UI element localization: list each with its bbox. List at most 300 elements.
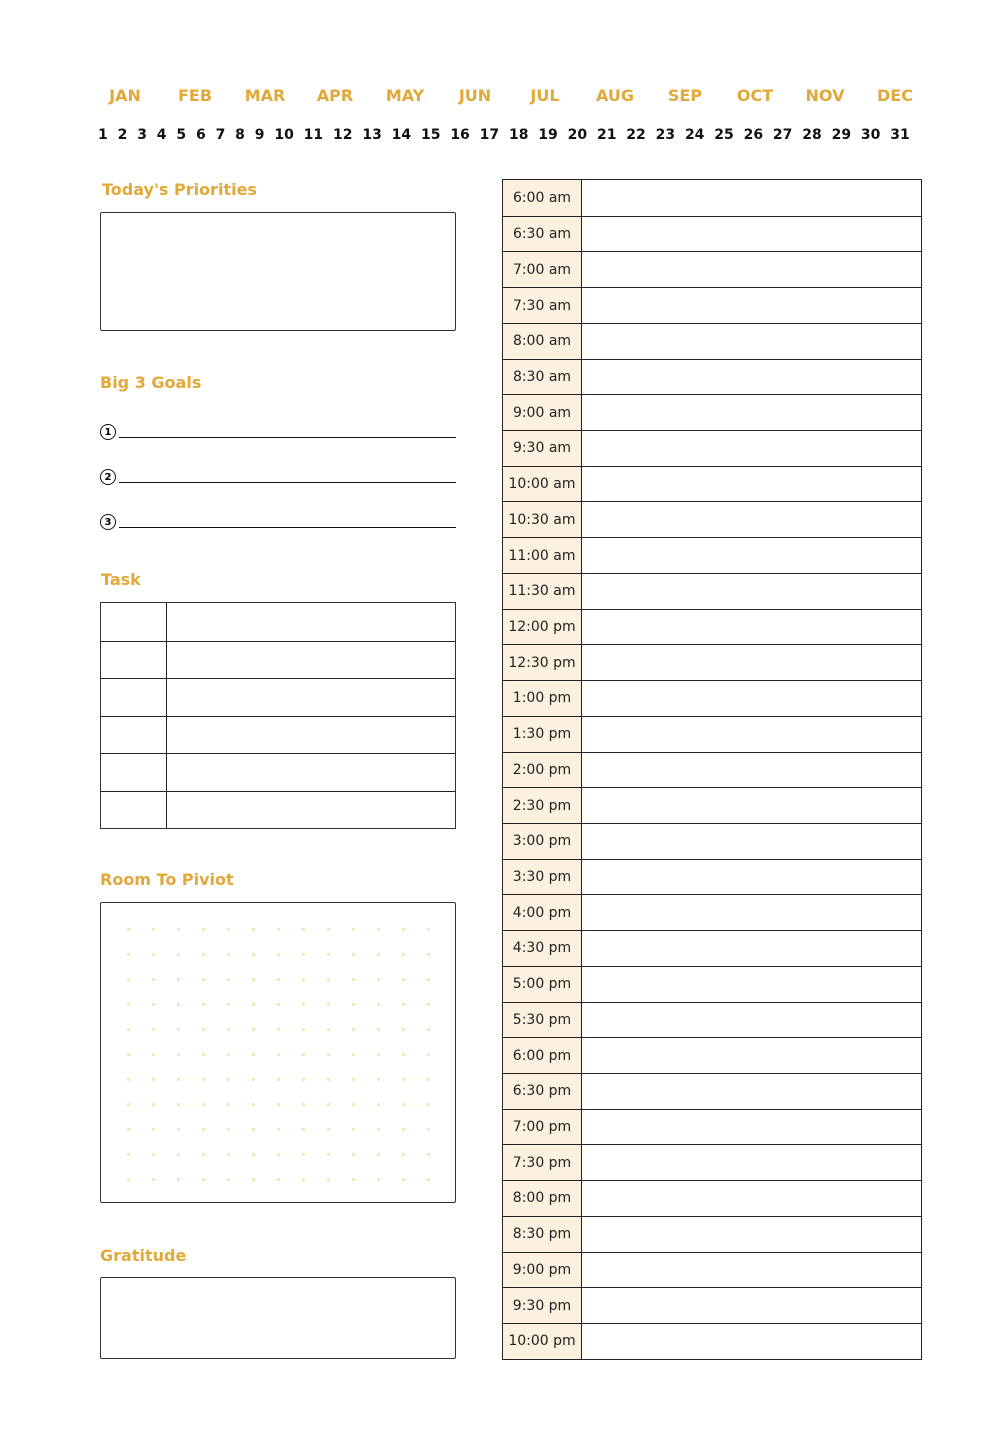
task-checkbox-cell[interactable] <box>101 679 167 716</box>
grid-dot <box>402 953 405 956</box>
grid-dot <box>427 1128 430 1131</box>
schedule-row <box>503 323 921 359</box>
grid-dot <box>377 1153 380 1156</box>
schedule-entry-cell[interactable] <box>582 1217 921 1252</box>
grid-dot <box>402 1178 405 1181</box>
grid-dot <box>402 1078 405 1081</box>
grid-dot <box>302 1003 305 1006</box>
grid-dot <box>402 1153 405 1156</box>
dot-grid <box>127 928 437 1188</box>
grid-dot <box>252 1178 255 1181</box>
time-label: 9:00 am <box>503 395 582 430</box>
grid-dot <box>277 1078 280 1081</box>
grid-dot <box>327 1053 330 1056</box>
task-checkbox-cell[interactable] <box>101 754 167 791</box>
grid-dot <box>202 1128 205 1131</box>
task-row <box>101 791 455 829</box>
grid-dot <box>302 1103 305 1106</box>
day-9[interactable]: 9 <box>254 127 265 143</box>
grid-dot <box>127 928 130 931</box>
schedule-entry-cell[interactable] <box>582 681 921 716</box>
day-4[interactable]: 4 <box>156 127 167 143</box>
time-label: 12:30 pm <box>503 645 582 680</box>
grid-dot <box>327 1153 330 1156</box>
grid-dot <box>152 1078 155 1081</box>
grid-dot <box>327 953 330 956</box>
goals-heading: Big 3 Goals <box>100 373 202 392</box>
day-23[interactable]: 23 <box>655 127 676 143</box>
grid-dot <box>277 1028 280 1031</box>
time-label: 7:00 pm <box>503 1110 582 1145</box>
schedule-entry-cell[interactable] <box>582 645 921 680</box>
schedule-entry-cell[interactable] <box>582 324 921 359</box>
grid-dot <box>377 1178 380 1181</box>
grid-dot <box>252 1078 255 1081</box>
task-heading: Task <box>101 570 141 589</box>
time-label: 3:00 pm <box>503 824 582 859</box>
goal-number-badge: 1 <box>100 424 116 440</box>
grid-dot <box>352 1028 355 1031</box>
time-label: 1:30 pm <box>503 717 582 752</box>
schedule-entry-cell[interactable] <box>582 1074 921 1109</box>
grid-dot <box>152 1053 155 1056</box>
time-label: 10:30 am <box>503 502 582 537</box>
schedule-row <box>503 644 921 680</box>
day-19[interactable]: 19 <box>538 127 558 143</box>
grid-dot <box>252 1103 255 1106</box>
schedule-entry-cell[interactable] <box>582 1288 921 1323</box>
time-label: 8:00 am <box>503 324 582 359</box>
schedule-row <box>503 394 921 430</box>
day-1[interactable]: 1 <box>98 127 108 143</box>
schedule-row <box>503 1109 921 1145</box>
time-label: 6:00 pm <box>503 1038 582 1073</box>
schedule-entry-cell[interactable] <box>582 610 921 645</box>
pivot-heading: Room To Piviot <box>100 870 234 889</box>
schedule-entry-cell[interactable] <box>582 1181 921 1216</box>
grid-dot <box>152 978 155 981</box>
day-31[interactable]: 31 <box>890 127 910 143</box>
schedule-row <box>503 1073 921 1109</box>
grid-dot <box>202 978 205 981</box>
grid-dot <box>402 1028 405 1031</box>
task-checkbox-cell[interactable] <box>101 603 167 641</box>
grid-dot <box>252 928 255 931</box>
grid-dot <box>302 1128 305 1131</box>
grid-dot <box>427 1178 430 1181</box>
grid-dot <box>402 978 405 981</box>
time-label: 7:30 am <box>503 288 582 323</box>
schedule-row <box>503 430 921 466</box>
grid-dot <box>427 928 430 931</box>
time-label: 10:00 pm <box>503 1324 582 1359</box>
time-label: 5:00 pm <box>503 967 582 1002</box>
grid-dot <box>177 1103 180 1106</box>
time-label: 8:30 pm <box>503 1217 582 1252</box>
day-28[interactable]: 28 <box>802 127 822 143</box>
grid-dot <box>127 1103 130 1106</box>
grid-dot <box>277 1153 280 1156</box>
grid-dot <box>352 1103 355 1106</box>
month-feb[interactable]: FEB <box>177 86 213 105</box>
day-6[interactable]: 6 <box>195 127 206 143</box>
grid-dot <box>402 1053 405 1056</box>
schedule-row <box>503 180 921 216</box>
task-row <box>101 753 455 791</box>
month-aug[interactable]: AUG <box>595 86 634 105</box>
schedule-row <box>503 894 921 930</box>
grid-dot <box>377 1103 380 1106</box>
goal-number-badge: 2 <box>100 469 116 485</box>
grid-dot <box>427 1153 430 1156</box>
grid-dot <box>377 1053 380 1056</box>
grid-dot <box>227 1028 230 1031</box>
schedule-row <box>503 1002 921 1038</box>
grid-dot <box>227 1153 230 1156</box>
grid-dot <box>127 953 130 956</box>
grid-dot <box>177 1053 180 1056</box>
day-25[interactable]: 25 <box>714 127 734 143</box>
grid-dot <box>327 1178 330 1181</box>
grid-dot <box>302 1078 305 1081</box>
schedule-row <box>503 1180 921 1216</box>
grid-dot <box>402 928 405 931</box>
month-selector <box>100 86 920 105</box>
day-27[interactable]: 27 <box>772 127 793 143</box>
grid-dot <box>352 1128 355 1131</box>
day-11[interactable]: 11 <box>303 127 324 143</box>
grid-dot <box>352 953 355 956</box>
grid-dot <box>427 1053 430 1056</box>
day-10[interactable]: 10 <box>274 127 294 143</box>
priorities-heading: Today's Priorities <box>102 180 257 199</box>
grid-dot <box>227 1078 230 1081</box>
grid-dot <box>327 1103 330 1106</box>
grid-dot <box>127 1178 130 1181</box>
grid-dot <box>152 1128 155 1131</box>
time-label: 4:00 pm <box>503 895 582 930</box>
schedule-entry-cell[interactable] <box>582 1003 921 1038</box>
schedule-entry-cell[interactable] <box>582 1110 921 1145</box>
goal-input-line[interactable] <box>119 437 456 438</box>
grid-dot <box>427 1103 430 1106</box>
day-12[interactable]: 12 <box>333 127 353 143</box>
schedule-row <box>503 1287 921 1323</box>
grid-dot <box>202 1028 205 1031</box>
schedule-row <box>503 537 921 573</box>
month-oct[interactable]: OCT <box>736 86 774 105</box>
time-label: 2:00 pm <box>503 753 582 788</box>
grid-dot <box>152 1178 155 1181</box>
grid-dot <box>202 1153 205 1156</box>
day-21[interactable]: 21 <box>596 127 617 143</box>
grid-dot <box>227 1128 230 1131</box>
goal-item <box>100 506 456 528</box>
grid-dot <box>302 1053 305 1056</box>
schedule-row <box>503 752 921 788</box>
schedule-row <box>503 966 921 1002</box>
schedule-entry-cell[interactable] <box>582 217 921 252</box>
grid-dot <box>352 1153 355 1156</box>
grid-dot <box>177 1003 180 1006</box>
schedule-entry-cell[interactable] <box>582 895 921 930</box>
time-label: 4:30 pm <box>503 931 582 966</box>
grid-dot <box>377 1128 380 1131</box>
month-may[interactable]: MAY <box>385 86 425 105</box>
grid-dot <box>202 1103 205 1106</box>
schedule-entry-cell[interactable] <box>582 502 921 537</box>
grid-dot <box>402 1003 405 1006</box>
grid-dot <box>252 978 255 981</box>
schedule-entry-cell[interactable] <box>582 931 921 966</box>
day-17[interactable]: 17 <box>479 127 500 143</box>
schedule-row <box>503 1216 921 1252</box>
goal-number-badge: 3 <box>100 514 116 530</box>
schedule-entry-cell[interactable] <box>582 538 921 573</box>
grid-dot <box>327 1078 330 1081</box>
schedule-entry-cell[interactable] <box>582 1253 921 1288</box>
grid-dot <box>202 1053 205 1056</box>
time-label: 10:00 am <box>503 467 582 502</box>
task-row <box>101 678 455 716</box>
grid-dot <box>327 928 330 931</box>
grid-dot <box>352 1053 355 1056</box>
grid-dot <box>202 1178 205 1181</box>
schedule-entry-cell[interactable] <box>582 360 921 395</box>
schedule-row <box>503 501 921 537</box>
day-5[interactable]: 5 <box>176 127 187 143</box>
grid-dot <box>327 1028 330 1031</box>
grid-dot <box>202 928 205 931</box>
schedule-row <box>503 1037 921 1073</box>
task-checkbox-cell[interactable] <box>101 642 167 679</box>
time-label: 11:30 am <box>503 574 582 609</box>
grid-dot <box>277 1003 280 1006</box>
schedule-entry-cell[interactable] <box>582 431 921 466</box>
month-sep[interactable]: SEP <box>667 86 703 105</box>
grid-dot <box>427 953 430 956</box>
task-checkbox-cell[interactable] <box>101 792 167 829</box>
day-16[interactable]: 16 <box>450 127 470 143</box>
grid-dot <box>377 953 380 956</box>
grid-dot <box>402 1103 405 1106</box>
grid-dot <box>227 978 230 981</box>
grid-dot <box>427 1028 430 1031</box>
grid-dot <box>177 1028 180 1031</box>
schedule-entry-cell[interactable] <box>582 1324 921 1359</box>
grid-dot <box>327 978 330 981</box>
grid-dot <box>402 1128 405 1131</box>
time-label: 12:00 pm <box>503 610 582 645</box>
grid-dot <box>252 1153 255 1156</box>
schedule-entry-cell[interactable] <box>582 717 921 752</box>
schedule-entry-cell[interactable] <box>582 824 921 859</box>
grid-dot <box>252 953 255 956</box>
schedule-row <box>503 859 921 895</box>
schedule-entry-cell[interactable] <box>582 252 921 287</box>
schedule-row <box>503 609 921 645</box>
grid-dot <box>127 1128 130 1131</box>
schedule-row <box>503 823 921 859</box>
grid-dot <box>227 928 230 931</box>
grid-dot <box>302 953 305 956</box>
schedule-entry-cell[interactable] <box>582 467 921 502</box>
grid-dot <box>202 1003 205 1006</box>
schedule-row <box>503 787 921 823</box>
grid-dot <box>152 928 155 931</box>
grid-dot <box>227 1053 230 1056</box>
grid-dot <box>252 1053 255 1056</box>
grid-dot <box>377 928 380 931</box>
grid-dot <box>302 1028 305 1031</box>
grid-dot <box>177 928 180 931</box>
schedule-entry-cell[interactable] <box>582 967 921 1002</box>
grid-dot <box>177 1178 180 1181</box>
month-jul[interactable]: JUL <box>530 86 560 105</box>
schedule-entry-cell[interactable] <box>582 1038 921 1073</box>
grid-dot <box>277 1103 280 1106</box>
grid-dot <box>177 1153 180 1156</box>
grid-dot <box>127 1153 130 1156</box>
grid-dot <box>302 1178 305 1181</box>
grid-dot <box>152 1153 155 1156</box>
day-7[interactable]: 7 <box>215 127 226 143</box>
grid-dot <box>277 953 280 956</box>
grid-dot <box>277 928 280 931</box>
grid-dot <box>327 1128 330 1131</box>
schedule-entry-cell[interactable] <box>582 788 921 823</box>
grid-dot <box>377 1003 380 1006</box>
task-row <box>101 641 455 679</box>
schedule-entry-cell[interactable] <box>582 753 921 788</box>
grid-dot <box>152 1103 155 1106</box>
grid-dot <box>277 978 280 981</box>
schedule-row <box>503 466 921 502</box>
grid-dot <box>352 928 355 931</box>
day-8[interactable]: 8 <box>235 127 245 143</box>
grid-dot <box>252 1128 255 1131</box>
grid-dot <box>177 1078 180 1081</box>
grid-dot <box>377 978 380 981</box>
grid-dot <box>302 928 305 931</box>
day-26[interactable]: 26 <box>743 127 764 143</box>
task-row <box>101 716 455 754</box>
grid-dot <box>177 953 180 956</box>
grid-dot <box>152 1028 155 1031</box>
time-label: 5:30 pm <box>503 1003 582 1038</box>
grid-dot <box>277 1178 280 1181</box>
priorities-box[interactable] <box>100 212 456 331</box>
schedule-row <box>503 1144 921 1180</box>
grid-dot <box>427 1003 430 1006</box>
hourly-schedule <box>502 179 922 1360</box>
schedule-row <box>503 216 921 252</box>
grid-dot <box>352 1078 355 1081</box>
day-15[interactable]: 15 <box>420 127 441 143</box>
month-mar[interactable]: MAR <box>244 86 286 105</box>
time-label: 3:30 pm <box>503 860 582 895</box>
schedule-row <box>503 1323 921 1359</box>
time-label: 6:00 am <box>503 180 582 216</box>
day-24[interactable]: 24 <box>684 127 705 143</box>
grid-dot <box>302 978 305 981</box>
schedule-entry-cell[interactable] <box>582 395 921 430</box>
grid-dot <box>327 1003 330 1006</box>
day-2[interactable]: 2 <box>117 127 128 143</box>
day-3[interactable]: 3 <box>137 127 147 143</box>
day-14[interactable]: 14 <box>391 127 412 143</box>
grid-dot <box>127 1053 130 1056</box>
grid-dot <box>302 1153 305 1156</box>
schedule-row <box>503 1252 921 1288</box>
grid-dot <box>202 1078 205 1081</box>
schedule-entry-cell[interactable] <box>582 180 921 216</box>
day-30[interactable]: 30 <box>860 127 881 143</box>
grid-dot <box>252 1028 255 1031</box>
grid-dot <box>352 978 355 981</box>
grid-dot <box>177 1128 180 1131</box>
grid-dot <box>252 1003 255 1006</box>
grid-dot <box>152 1003 155 1006</box>
grid-dot <box>277 1128 280 1131</box>
schedule-row <box>503 716 921 752</box>
grid-dot <box>127 1028 130 1031</box>
time-label: 6:30 am <box>503 217 582 252</box>
grid-dot <box>152 953 155 956</box>
time-label: 7:30 pm <box>503 1145 582 1180</box>
time-label: 2:30 pm <box>503 788 582 823</box>
day-13[interactable]: 13 <box>362 127 382 143</box>
grid-dot <box>427 1078 430 1081</box>
schedule-row <box>503 930 921 966</box>
time-label: 11:00 am <box>503 538 582 573</box>
month-dec[interactable]: DEC <box>877 86 913 105</box>
day-22[interactable]: 22 <box>626 127 646 143</box>
schedule-row <box>503 680 921 716</box>
day-20[interactable]: 20 <box>567 127 588 143</box>
schedule-entry-cell[interactable] <box>582 1145 921 1180</box>
grid-dot <box>227 1178 230 1181</box>
grid-dot <box>202 953 205 956</box>
grid-dot <box>227 1003 230 1006</box>
month-jun[interactable]: JUN <box>458 86 492 105</box>
gratitude-box[interactable] <box>100 1277 456 1359</box>
schedule-entry-cell[interactable] <box>582 288 921 323</box>
day-29[interactable]: 29 <box>831 127 852 143</box>
grid-dot <box>377 1078 380 1081</box>
goal-item <box>100 461 456 483</box>
grid-dot <box>377 1028 380 1031</box>
time-label: 9:00 pm <box>503 1253 582 1288</box>
schedule-entry-cell[interactable] <box>582 574 921 609</box>
schedule-row <box>503 359 921 395</box>
goal-input-line[interactable] <box>119 482 456 483</box>
grid-dot <box>127 1003 130 1006</box>
schedule-entry-cell[interactable] <box>582 860 921 895</box>
time-label: 9:30 am <box>503 431 582 466</box>
month-apr[interactable]: APR <box>316 86 354 105</box>
time-label: 8:30 am <box>503 360 582 395</box>
month-nov[interactable]: NOV <box>805 86 845 105</box>
grid-dot <box>127 1078 130 1081</box>
grid-dot <box>227 953 230 956</box>
time-label: 8:00 pm <box>503 1181 582 1216</box>
time-label: 9:30 pm <box>503 1288 582 1323</box>
task-checkbox-cell[interactable] <box>101 717 167 754</box>
goal-input-line[interactable] <box>119 527 456 528</box>
day-18[interactable]: 18 <box>508 127 529 143</box>
month-jan[interactable]: JAN <box>109 86 141 105</box>
